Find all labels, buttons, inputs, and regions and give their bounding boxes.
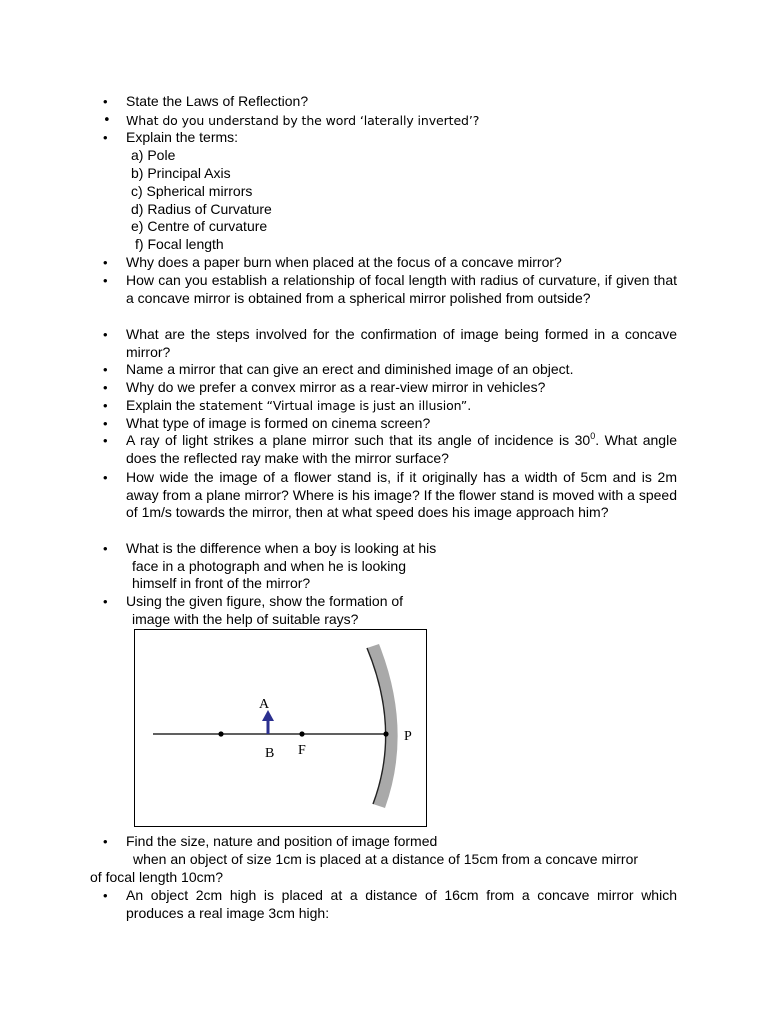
label-p: P	[404, 729, 412, 744]
bullet: •	[103, 834, 108, 849]
bullet: •	[103, 130, 108, 145]
bullet: •	[103, 888, 108, 903]
bullet: •	[103, 255, 108, 270]
question-15: • Find the size, nature and position of image formed	[103, 833, 438, 849]
term-c: c) Spherical mirrors	[131, 183, 253, 199]
term-d: d) Radius of Curvature	[131, 201, 272, 217]
pole-point	[383, 731, 388, 736]
question-3: • Explain the terms:	[103, 129, 239, 145]
bullet: •	[103, 470, 108, 485]
bullet: •	[103, 398, 108, 413]
question-13: • What is the difference when a boy is looking at his face in a photograph and when he is looking himself in front of the mirror?	[103, 540, 437, 592]
bullet: •	[103, 113, 111, 128]
bullet: •	[103, 380, 108, 395]
label-f: F	[298, 743, 306, 758]
question-1: • State the Laws of Reflection?	[103, 93, 309, 109]
bullet: •	[103, 362, 108, 377]
label-b: B	[265, 746, 275, 761]
bullet: •	[103, 94, 108, 109]
question-12: • How wide the image of a flower stand is, if it originally has a width of 5cm and is 2m away from a plane mirror? Where is his image? If the flower stand is moved with a speed of 1m/s towards the mirror, then at what speed does his image approach him?	[103, 469, 677, 521]
question-11: • A ray of light strikes a plane mirror such that its angle of incidence is $30^0$. What angle does the reflected ray make with the mirror surface?	[103, 431, 677, 466]
question-2: • What do you understand by the word ‘laterally inverted’?	[103, 113, 480, 128]
centre-of-curvature-point	[218, 731, 223, 736]
focus-point	[299, 731, 304, 736]
question-16: • An object 2cm high is placed at a distance of 16cm from a concave mirror which produces a real image 3cm high:	[103, 887, 677, 921]
bullet: •	[103, 273, 108, 288]
concave-mirror-diagram	[135, 630, 428, 828]
mirror-figure	[134, 629, 427, 827]
question-7: • Name a mirror that can give an erect and diminished image of an object.	[103, 361, 574, 377]
term-f: f) Focal length	[135, 236, 224, 252]
question-14: • Using the given figure, show the formation of image with the help of suitable rays?	[103, 593, 404, 627]
question-5: • How can you establish a relationship of focal length with radius of curvature, if given that a concave mirror is obtained from a spherical mirror polished from outside?	[103, 272, 677, 306]
bullet: •	[103, 327, 108, 342]
term-b: b) Principal Axis	[131, 165, 231, 181]
question-6: • What are the steps involved for the confirmation of image being formed in a concave mirror?	[103, 326, 677, 360]
question-9: • Explain the statement “Virtual image is just an illusion”.	[103, 397, 472, 413]
question-8: • Why do we prefer a convex mirror as a rear-view mirror in vehicles?	[103, 379, 546, 395]
bullet: •	[103, 433, 108, 448]
term-e: e) Centre of curvature	[131, 218, 268, 234]
label-a: A	[259, 697, 270, 712]
term-a: a) Pole	[131, 147, 176, 163]
question-4: • Why does a paper burn when placed at the focus of a concave mirror?	[103, 254, 562, 270]
question-15-line-2: when an object of size 1cm is placed at a distance of 15cm from a concave mirror	[133, 851, 639, 867]
bullet: •	[103, 594, 108, 609]
question-10: • What type of image is formed on cinema screen?	[103, 415, 431, 431]
question-15-line-3: of focal length 10cm?	[90, 869, 224, 885]
bullet: •	[103, 541, 108, 556]
concave-mirror	[367, 644, 398, 808]
bullet: •	[103, 416, 108, 431]
